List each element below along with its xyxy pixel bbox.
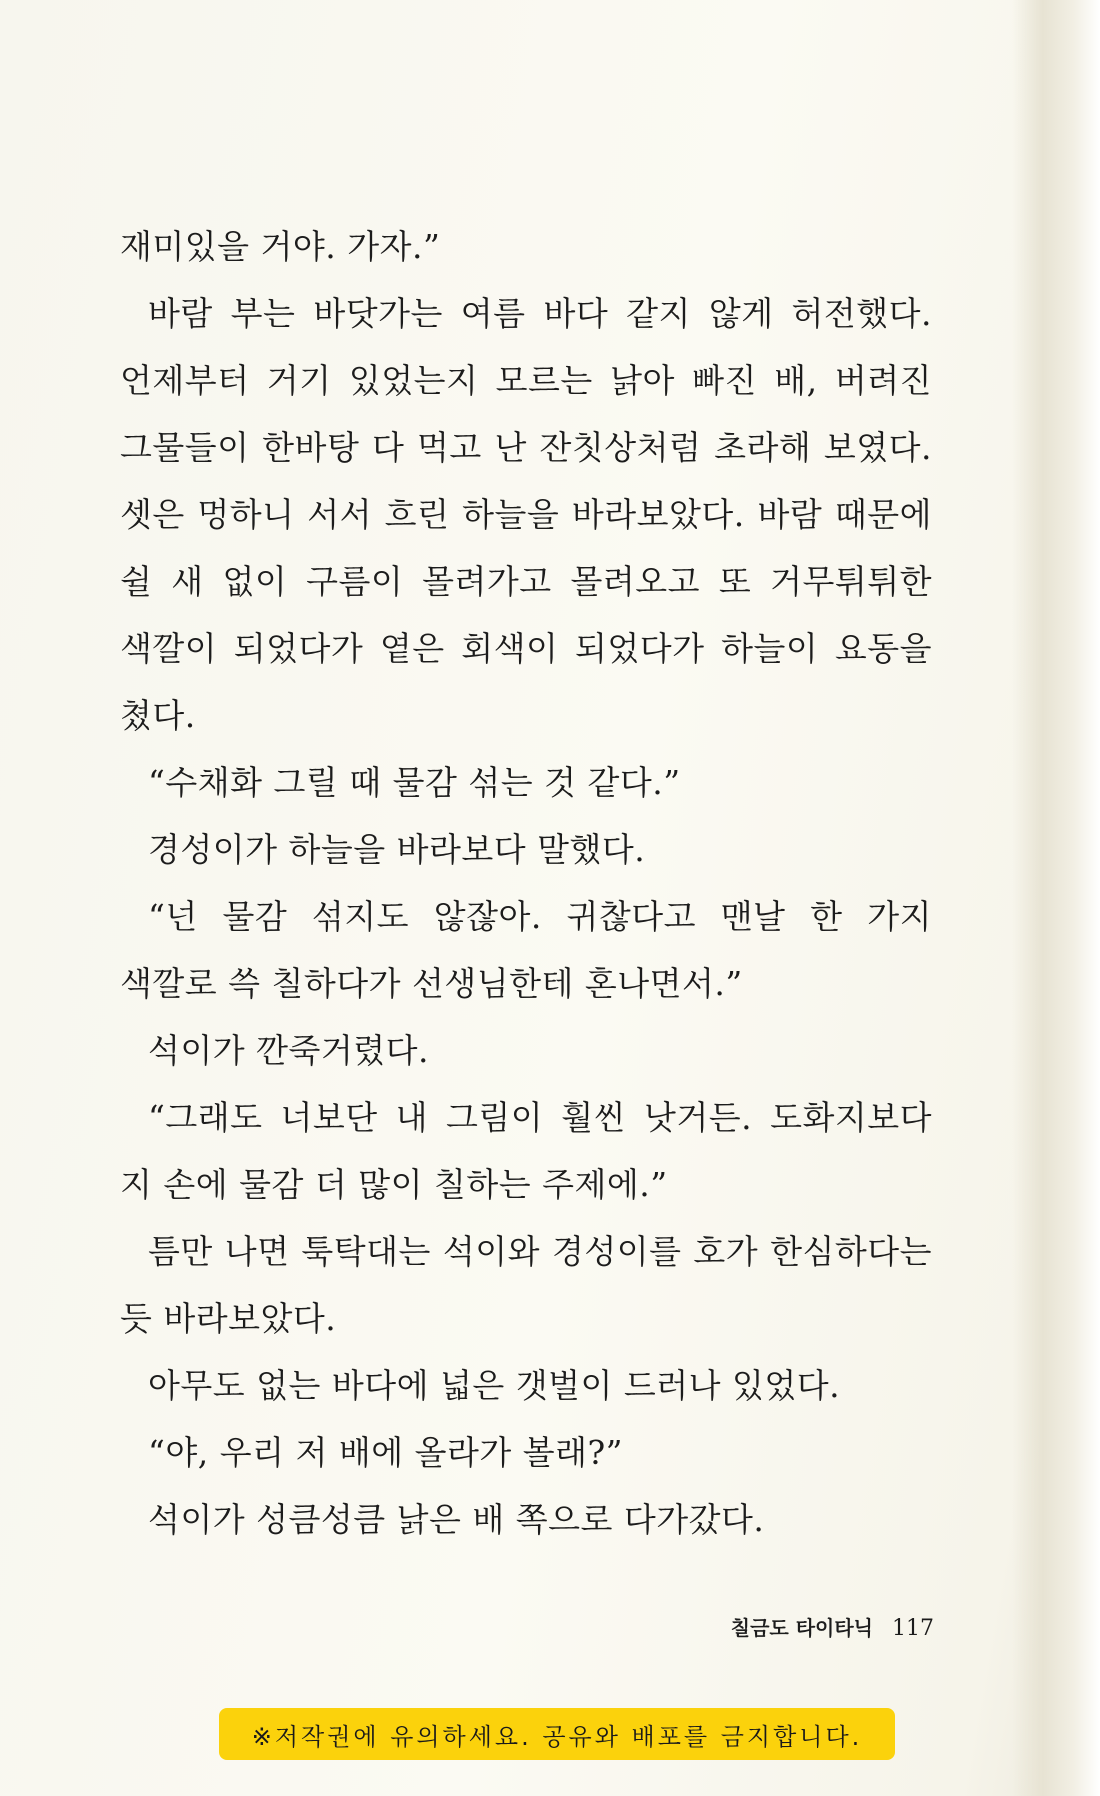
- paragraph: 석이가 성큼성큼 낡은 배 쪽으로 다가갔다.: [148, 1500, 765, 1539]
- copyright-notice-banner: [219, 1708, 895, 1760]
- paragraph: “그래도 너보단 내 그림이 훨씬 낫거든. 도화지보다 지 손에 물감 더 많이 칠하는 주제에.”: [120, 1098, 932, 1204]
- paragraph: 바람 부는 바닷가는 여름 바다 같지 않게 허전했다. 언제부터 거기 있었는지 모르는 낡아 빠진 배, 버려진 그물들이 한바탕 다 먹고 난 잔칫상처럼 초라해 보였다. 셋은 멍하니 서서 흐린 하늘을 바라보았다. 바람 때문에 쉴 새 없이 구름이 몰려가고 몰려오고 또 거무튀튀한 색깔이 되었다가 옅은 회색이 되었다가 하늘이 요동을 쳤다.: [120, 294, 932, 735]
- paragraph: “넌 물감 섞지도 않잖아. 귀찮다고 맨날 한 가지 색깔로 쓱 칠하다가 선생님한테 혼나면서.”: [120, 897, 932, 1003]
- paragraph: 석이가 깐죽거렸다.: [148, 1031, 430, 1070]
- body-text: [120, 213, 932, 1553]
- page-edge-shadow: [1012, 0, 1100, 1796]
- copyright-notice-text: ※저작권에 유의하세요. 공유와 배포를 금지합니다.: [251, 1722, 863, 1751]
- paragraph: 아무도 없는 바다에 넓은 갯벌이 드러나 있었다.: [148, 1366, 841, 1405]
- paragraph: 재미있을 거야. 가자.”: [120, 227, 441, 266]
- paragraph: “수채화 그릴 때 물감 섞는 것 같다.”: [148, 763, 681, 802]
- paragraph: “야, 우리 저 배에 올라가 볼래?”: [148, 1433, 624, 1472]
- paragraph: 틈만 나면 툭탁대는 석이와 경성이를 호가 한심하다는 듯 바라보았다.: [120, 1232, 932, 1338]
- paragraph: 경성이가 하늘을 바라보다 말했다.: [148, 830, 646, 869]
- running-footer: [731, 1612, 934, 1641]
- page-number: 117: [892, 1616, 934, 1641]
- book-title: 칠금도 타이타닉: [730, 1616, 873, 1640]
